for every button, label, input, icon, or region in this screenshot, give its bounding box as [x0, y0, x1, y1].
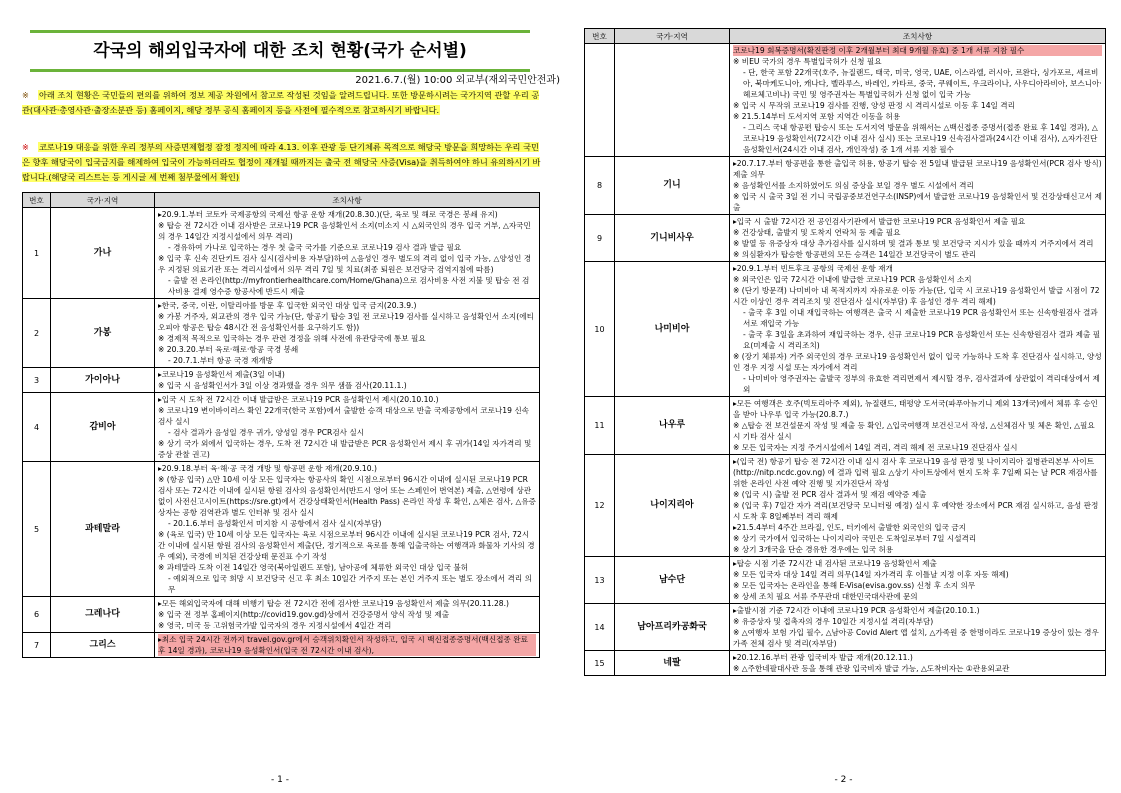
measure-line: ※ 경제적 목적으로 입국하는 경우 관련 경정을 위해 사전에 유관당국에 통보 필요: [158, 334, 426, 343]
measure-line: ▸탑승 시점 기준 72시간 내 검사된 코로나19 음성확인서 제출: [733, 559, 937, 568]
measure-line: ※ 21.5.14부터 도서지역 포함 지역간 이동을 허용: [733, 112, 901, 121]
country-name: 그레나다: [51, 597, 155, 633]
measures-cell: [730, 215, 1106, 262]
measure-line: ※ 외국인은 입국 72시간 이내에 발급한 코로나19 PCR 음성확인서 소지: [733, 275, 972, 284]
measure-line: ※ 20.3.20.부터 육로·해로·항공 국경 봉쇄: [158, 345, 299, 354]
measure-line: ※ 비EU 국가의 경우 특별입국허가 신청 필요: [733, 57, 882, 66]
measure-line: ※ 상기 국가에서 입국하는 나이지리아 국민은 도착일로부터 7일 시설격리: [733, 534, 977, 543]
measure-line: ▸한국, 중국, 이란, 이탈리아를 방문 후 입국한 외국인 대상 입국 금지(20.3.9.): [158, 301, 417, 310]
measure-line: ※ △여행자 보험 가입 필수, △남아공 Covid Alert 앱 설치, △가족원 중 한명이라도 코로나19 증상이 있는 경우 가족 전체 검사 및 격리(자부담): [733, 628, 1099, 648]
table-row: [585, 157, 1106, 215]
measure-line: ▸모든 해외입국자에 대해 비행기 탑승 전 72시간 전에 검사한 코로나19 음성확인서 제출 의무(20.11.28.): [158, 599, 509, 608]
table-row: [585, 215, 1106, 262]
measure-line: ※ 가봉 거주자, 외교관의 경우 입국 가능(단, 항공기 탑승 3일 전 코로나19 검사를 실시하고 음성확인서 소지(에티오피아 항공은 탑승 48시간 전 음성확인서를 요구하기도 함)): [158, 312, 534, 332]
measure-line: ※ 입국 전 정부 홈페이지(http://covid19.gov.gd)상에서 건강증명서 양식 작성 및 제출: [158, 610, 450, 619]
measure-line: ※ 모든 입국자 대상 14일 격리 의무(14일 자가격리 후 이틀날 지정 이후 자동 해제): [733, 570, 1009, 579]
measure-line: ※ (입국 시) 출발 전 PCR 검사 결과서 및 재검 예약증 제출: [733, 490, 927, 499]
country-name: 기니: [615, 157, 730, 215]
row-number: 10: [585, 262, 615, 397]
row-number: 2: [23, 299, 51, 368]
continued-measures: [730, 44, 1106, 157]
row-number: 14: [585, 604, 615, 651]
measure-line: ※ 입국 후 신속 진단키트 검사 실시(검사비용 자부담)하여 △음성인 경우 별도의 격리 없이 입국 가능, △양성인 경우 지정된 의료기관 또는 격리시설에서 의무 격리 7일 및 치료(최종 퇴원은 보건당국 검역지침에 따름): [158, 254, 532, 274]
measure-line: - 출발 전 온라인(http://myfrontierhealthcare.com/Home/Ghana)으로 검사비용 사전 지불 및 탑승 전 검사비용 결제 영수증 항공사에 반드시 제출: [168, 276, 530, 296]
country-name: 가이아나: [51, 368, 155, 393]
country-name: 가봉: [51, 299, 155, 368]
measures-cell: [155, 299, 540, 368]
country-name: 남수단: [615, 557, 730, 604]
measures-cell: [730, 455, 1106, 557]
page-number: - 2 -: [834, 775, 853, 785]
table-row: [23, 208, 540, 299]
header-no: 번호: [585, 29, 615, 44]
notice-2-text: 코로나19 대응을 위한 우리 정부의 사증면제협정 잠정 정지에 따라 4.13. 이후 관광 등 단기체류 목적으로 해당국 방문을 희망하는 우리 국민은 향후 해당국이 입국금지를 해제하여 입국이 가능하더라도 협정이 재개될 때까지는 출국 전 해당국 사증(Visa)을 취득하여야 하니 유의하시기 바랍니다.(해당국 리스트는 등 게시글 세 번째 첨부물에서 확인): [22, 142, 541, 182]
measures-cell: [730, 557, 1106, 604]
measure-line: ▸(입국 전) 항공기 탑승 전 72시간 이내 실시 검사 후 코로나19 음성 판정 및 나이지리아 질병관리본부 사이트(http://nitp.ncdc.gov.ng) 에 결과 입력 필요 △상기 사이트상에서 현지 도착 후 7일째 되는 날 PCR 재검사를 위한 온라인 사전 예약 진행 및 지가진단서 작성: [733, 457, 1098, 488]
measure-line: ※ (단기 방문객) 나미비아 내 목적지까지 자유로운 이동 가능(단, 입국 시 코로나19 음성확인서 발급 시점이 72시간 이상인 경우 격리조치 및 진단검사 실시(자부담) 후 음성인 경우 격리 해제): [733, 286, 1100, 306]
measures-cell: [155, 462, 540, 597]
table-row: [23, 597, 540, 633]
document-title: 각국의 해외입국자에 대한 조치 현황(국가 순서별): [30, 30, 530, 72]
measure-line: - 출국 후 3일 이내 재입국하는 여행객은 출국 시 제출한 코로나19 PCR 음성확인서 또는 신속항원검사 결과서로 재입국 가능: [743, 308, 1098, 328]
measure-line: ※ 입국 시 음성확인서가 3일 이상 경과했을 경우 의무 샘플 검사(20.11.1.): [158, 381, 407, 390]
row-number: 9: [585, 215, 615, 262]
row-number: 5: [23, 462, 51, 597]
page-1: [0, 0, 560, 793]
measures-cell: [730, 262, 1106, 397]
country-name: 나미비아: [615, 262, 730, 397]
measure-line: ▸20.7.17.부터 항공편을 통한 출입국 허용, 항공기 탑승 전 5일내 발급된 코로나19 음성확인서(PCR 검사 방식) 제출 의무: [733, 159, 1102, 179]
measure-line: - 그리스 국내 항공편 탑승시 또는 도서지역 방문을 위해서는 △백신접종 증명서(접종 완료 후 14일 경과), △코로나19 음성확인서(72시간 이내 검사 실시) 또는 코로나19 신속검사결과(24시간 이내 검사), △자가진단 음성확인서(24시간 이내 검사, 개인작성) 중 1개 서류 지참 필수: [743, 123, 1098, 154]
measure-line: ▸20.12.16.부터 관광 입국비자 발급 재개(20.12.11.): [733, 653, 913, 662]
measure-line: ※ (육로 입국) 만 10세 이상 모든 입국자는 육로 시점으로부터 96시간 이내에 실시된 코로나19 PCR 검사, 72시간 이내에 실시된 항원 검사의 음성확인서 제출(단, 정기적으로 육로를 통해 입출국하는 여행객과 화물차 기사의 경우 예외), 국경에 비치된 건강상태 문진표 수기 작성: [158, 530, 535, 561]
row-number: 12: [585, 455, 615, 557]
measure-line: - 20.7.1.부터 항공 국경 재개방: [168, 356, 273, 365]
measures-cell: [155, 393, 540, 462]
measure-line: - 검사 결과가 음성일 경우 귀가, 양성일 경우 PCR검사 실시: [168, 428, 365, 437]
measure-line: ※ (항공 입국) △만 10세 이상 모든 입국자는 항공사의 확인 시점으로부터 96시간 이내에 실시된 코로나19 PCR 검사 또는 72시간 이내에 실시된 항원 검사의 음성확인서(반드시 영어 또는 스페인어 번역본) 제출, △연령에 상관없이 사전신고시이트(https://sre.gt)에서 건강상태확인서(Health Pass) 온라인 작성 후 확인, △체온 검사, △유증상자는 공항 검역관과 별도 인터뷰 및 검사 실시: [158, 475, 536, 517]
measure-line: ▸입국 시 출발 72시간 전 공인검사기관에서 발급한 코로나19 PCR 음성확인서 제출 필요: [733, 217, 1026, 226]
measure-line: ※ △주한네팔대사관 등을 통해 관광 입국비자 발급 가능, △도착비자는 ①관용외교관: [733, 664, 1010, 673]
measure-line: ※ 모든 입국자는 온라인을 통해 E-Visa(evisa.gov.ss) 신청 후 소지 의무: [733, 581, 976, 590]
row-number: 1: [23, 208, 51, 299]
row-number: 3: [23, 368, 51, 393]
table-row: [585, 651, 1106, 676]
measures-cell: [155, 368, 540, 393]
header-measures: 조치사항: [730, 29, 1106, 44]
row-number: 7: [23, 633, 51, 658]
table-row: [23, 368, 540, 393]
table-row: [585, 604, 1106, 651]
measure-line: ※ △탑승 전 보건설문지 작성 및 제출 등 확인, △입국여행객 보건신고서 작성, △신체검사 및 체온 확인, △필요 시 기타 검사 실시: [733, 421, 1095, 441]
measures-cell: [730, 651, 1106, 676]
measures-cell: [730, 604, 1106, 651]
measures-table-page1: [22, 192, 540, 658]
measures-cell: [155, 633, 540, 658]
notice-2: ※ 코로나19 대응을 위한 우리 정부의 사증면제협정 잠정 정지에 따라 4.13. 이후 관광 등 단기체류 목적으로 해당국 방문을 희망하는 우리 국민은 향후 해당국이 입국금지를 해제하여 입국이 가능하더라도 협정이 재개될 때까지는 출국 전 해당국 사증(Visa)을 취득하여야 하니 유의하시기 바랍니다.(해당국 리스트는 등 게시글 세 번째 첨부물에서 확인): [22, 142, 541, 182]
measure-line: - 나미비아 영주권자는 출발국 정부의 유효한 격리면제서 제시할 경우, 검사결과에 상관없이 격리대상에서 제외: [743, 374, 1100, 394]
row-number: 15: [585, 651, 615, 676]
notice-1: ※ 아래 조치 현황은 국민들의 편의를 위하여 정보 제공 차원에서 참고로 작성된 것임을 알려드립니다. 또한 방문하시려는 국가지역 관할 우리 공관(대사관·총영사관·출장소분관 등) 홈페이지, 해당 정부 공식 홈페이지 등을 사전에 필수적으로 참고하시기 바랍니다.: [22, 90, 540, 115]
measure-line: ▸출발시점 기준 72시간 이내에 코로나19 PCR 음성확인서 제출(20.10.1.): [733, 606, 980, 615]
measure-line: ▸모든 여행객은 호주(빅토리아주 제외), 뉴질랜드, 태평양 도서국(파푸아뉴기니 제외 13개국)에서 체류 후 승인을 받아 나우루 입국 가능(20.8.7.): [733, 399, 1098, 419]
country-name: 감비아: [51, 393, 155, 462]
measure-line: - 단, 한국 포함 22개국(호주, 뉴질랜드, 태국, 미국, 영국, UAE, 이스라엘, 러시아, 르완다, 싱가포르, 세르비아, 북마케도니아, 캐나다, 벨라루스, 바레인, 카타르, 중국, 쿠웨이트, 우크라이나, 사우디아라비아, 보스니아·헤르체고비나) 국민 및 영주권자는 특별입국허가 신청 없이 입국 가능: [743, 68, 1102, 99]
header-country: 국가·지역: [51, 193, 155, 208]
row-number: 13: [585, 557, 615, 604]
measure-line: ※ (입국 후) 7일간 자가 격리(보건당국 모니터링 예정) 실시 후 예약한 장소에서 PCR 재검 실시하고, 음성 판정 시 도착 후 8일째부터 격리 해제: [733, 501, 1099, 521]
measure-line: ▸최소 입국 24시간 전까지 travel.gov.gr에서 승객위치확인서 작성하고, 입국 시 백신접종증명서(백신접종 완료 후 14일 경과), 코로나19 음성확인서(입국 전 72시간 이내 검사),: [158, 634, 536, 656]
measure-line: ▸20.9.1.부터 코토카 국제공항의 국제선 항공 운항 재개(20.8.30.)(단, 육로 및 해로 국경은 봉쇄 유지): [158, 210, 498, 219]
measure-line: ▸입국 시 도착 전 72시간 이내 발급받은 코로나19 PCR 음성확인서 제시(20.10.10.): [158, 395, 439, 404]
measure-line: ▸20.9.18.부터 육·해·공 국경 개방 및 항공편 운항 재개(20.9.10.): [158, 464, 377, 473]
measure-line: ※ 건강상태, 출발지 및 도착지 연락처 등 제출 필요: [733, 228, 901, 237]
row-number: 11: [585, 397, 615, 455]
measure-line: 코로나19 회복증명서(확진판정 이후 2개월부터 최대 9개월 유효) 중 1개 서류 지참 필수: [733, 45, 1102, 56]
measure-line: ※ 음성확인서를 소지하였어도 의심 증상을 보일 경우 별도 시설에서 격리: [733, 181, 974, 190]
measures-cell: [155, 597, 540, 633]
measures-cell: [730, 397, 1106, 455]
table-row: [23, 633, 540, 658]
measure-line: ▸코로나19 음성확인서 제출(3일 이내): [158, 370, 285, 379]
country-name: 나이지리아: [615, 455, 730, 557]
measures-cell: [155, 208, 540, 299]
row-number: 6: [23, 597, 51, 633]
header-measures: 조치사항: [155, 193, 540, 208]
row-number: 4: [23, 393, 51, 462]
measures-cell: [730, 157, 1106, 215]
measure-line: ※ 탑승 전 72시간 이내 검사받은 코로나19 PCR 음성확인서 소지(미소지 시 △외국인의 경우 입국 거부, △자국민의 경우 14일간 지정시설에서 의무 격리): [158, 221, 531, 241]
notice-1-text: 아래 조치 현황은 국민들의 편의를 위하여 정보 제공 차원에서 참고로 작성된 것임을 알려드립니다. 또한 방문하시려는 국가지역 관할 우리 공관(대사관·총영사관·출장소분관 등) 홈페이지, 해당 정부 공식 홈페이지 등을 사전에 필수적으로 참고하시기 바랍니다.: [22, 90, 540, 115]
measure-line: - 예외적으로 입국 희망 시 보건당국 신고 후 최소 10일간 거주지 또는 본인 거주지 또는 별도 장소에서 격리 의무: [168, 574, 532, 594]
measure-line: - 출국 후 3일을 초과하여 재입국하는 경우, 신규 코로나19 PCR 음성확인서 또는 신속항원검사 결과 제출 필요(미제출 시 격리조치): [743, 330, 1101, 350]
header-country: 국가·지역: [615, 29, 730, 44]
country-name: 나우루: [615, 397, 730, 455]
measure-line: ※ 과테말라 도착 이전 14일간 영국(북아일랜드 포함), 남아공에 체류한 외국인 대상 입국 불허: [158, 563, 469, 572]
table-row: [23, 393, 540, 462]
measure-line: ※ 코로나19 변이바이러스 확인 22개국(한국 포함)에서 출발한 승객 대상으로 반출 국제공항에서 코로나19 신속검사 실시: [158, 406, 529, 426]
measure-line: ※ 입국 시 출국 3일 전 기니 국립공중보건연구소(INSP)에서 발급한 코로나19 음성확인서 및 건강상태신고서 제출: [733, 192, 1102, 212]
table-row: [585, 455, 1106, 557]
table-row: [585, 557, 1106, 604]
page-2: [566, 0, 1121, 793]
table-row: [585, 262, 1106, 397]
measure-line: ※ 영국, 미국 등 고위험국가발 입국자의 경우 지정시설에서 4일간 격리: [158, 621, 392, 630]
measure-line: ▸20.9.1.부터 빈트후크 공항의 국제선 운항 재개: [733, 264, 893, 273]
measure-line: ※ 유증상자 및 접촉자의 경우 10일간 지정시설 격리(자부담): [733, 617, 934, 626]
row-number: 8: [585, 157, 615, 215]
measure-line: ※ 상기 국가 외에서 입국하는 경우, 도착 전 72시간 내 발급받은 PCR 음성확인서 제시 후 귀가(14일 자가격리 및 증상 관찰 권고): [158, 439, 532, 459]
country-name: 남아프리카공화국: [615, 604, 730, 651]
header-no: 번호: [23, 193, 51, 208]
country-name: 가나: [51, 208, 155, 299]
page-number: - 1 -: [271, 775, 289, 785]
table-row: [23, 462, 540, 597]
country-name: 네팔: [615, 651, 730, 676]
country-name: 과테말라: [51, 462, 155, 597]
measure-line: ※ 의심환자가 탑승한 항공편의 모든 승객은 14일간 보건당국이 별도 관리: [733, 250, 977, 259]
measure-line: - 경유하여 가나로 입국하는 경우 첫 출국 국가를 기준으로 코로나19 검사 결과 발급 필요: [168, 243, 462, 252]
measure-line: ※ 발열 등 유증상자 대상 추가검사를 실시하며 및 결과 통보 및 보건당국 지시가 있을 때까지 거주지에서 격리: [733, 239, 1094, 248]
table-row: [23, 299, 540, 368]
measures-table-page2: [584, 28, 1106, 676]
measure-line: - 20.1.6.부터 음성확인서 미지참 시 공항에서 검사 실시(자부담): [168, 519, 382, 528]
measure-line: ※ 모든 입국자는 지정 주거시설에서 14일 격리, 격리 해제 전 코로나19 진단검사 실시: [733, 443, 1018, 452]
measure-line: ※ (장기 체류자) 거주 외국인의 경우 코로나19 음성확인서 없이 입국 가능하나 도착 후 진단검사 실시하고, 양성인 경우 지정 시설 또는 자가에서 격리: [733, 352, 1102, 372]
measure-line: ▸21.5.4부터 4주간 브라질, 인도, 터키에서 출발한 외국인의 입국 금지: [733, 523, 966, 532]
table-row: [585, 397, 1106, 455]
country-name: 기니비사우: [615, 215, 730, 262]
table-row: [585, 44, 1106, 157]
measure-line: ※ 상세 조치 필요 서류 주무관대 대한민국대사관에 문의: [733, 592, 918, 601]
country-name: 그리스: [51, 633, 155, 658]
measure-line: ※ 상기 3개국을 단순 경유한 경우에는 입국 허용: [733, 545, 894, 554]
dateline: 2021.6.7.(월) 10:00 외교부(재외국민안전과): [355, 75, 560, 86]
measure-line: ※ 입국 시 무작위 코로나19 검사를 진행, 양성 판정 시 격리시설로 이동 후 14일 격리: [733, 101, 1015, 110]
